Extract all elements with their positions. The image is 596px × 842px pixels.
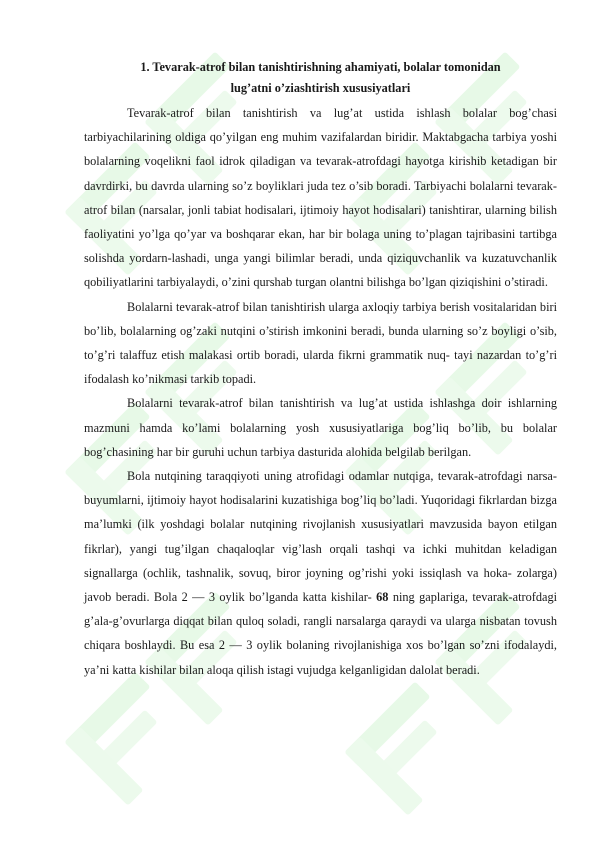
body-text — [84, 101, 557, 682]
paragraph-1: Tevarak-atrof bilan tanishtirish va lug’at ustida ishlash bolalar bog’chasi tarbiyachilarining oldiga qo’yilgan eng muhim vazifalardan biridir. Maktabgacha tarbiya yoshi bolalarning voqelikni faol idrok qiladigan va tevarak-atrofdagi hayotga kirishib ketadigan bir davrdirki, bu davrda ularning so’z boyliklari juda tez o’sib boradi. Tarbiyachi bolalarni tevarak-atrof bilan (narsalar, jonli tabiat hodisalari, ijtimoiy hayot hodisalari) tanishtirar, ularning bilish faoliyatini yo’lga qo’yar va boshqarar ekan, har bir bolaga uning to’plagan tajribasini tartibga solishda yordarn-lashadi, unga yangi bilimlar beradi, unda qiziquvchanlik va kuzatuvchanlik qobiliyatlarini tarbiyalaydi, o’zini qurshab turgan olantni bilishga bo’lgan qiziqishini o’stiradi. — [84, 106, 557, 290]
heading-line-1: 1. Tevarak-atrof bilan tanishtirishning ahamiyati, bolalar tomonidan — [140, 60, 501, 74]
paragraph-4 — [84, 464, 557, 682]
section-heading — [84, 57, 557, 99]
paragraph-3: Bolalarni tevarak-atrof bilan tanishtirish va lug’at ustida ishlashga doir ishlarning mazmuni hamda ko’lami bolalarning yosh xususiyatlariga bog’liq bo’lib, bu bolalar bog’chasining har bir guruhi uchun tarbiya dasturida alohida belgilab berilgan. — [84, 396, 557, 459]
paragraph-2: Bolalarni tevarak-atrof bilan tanishtirish ularga axloqiy tarbiya berish vositalaridan biri bo’lib, bolalarning og’zaki nutqini o’stirish imkonini beradi, bunda ularning so’z boyligi o’sib, to’g’ri talaffuz etish malakasi ortib boradi, ularda fikrni grammatik nuq- tayi nazardan to’g’ri ifodalash ko’nikmasi tarkib topadi. — [84, 299, 557, 387]
page-number-inline: 68 — [376, 590, 389, 605]
paragraph-4-part-1: Bola nutqining taraqqiyoti uning atrofidagi odamlar nutqiga, tevarak-atrofdagi narsa-buyumlarni, ijtimoiy hayot hodisalarini kuzatishiga bog’liq bo’ladi. Yuqoridagi fikrlardan bizga ma’lumki (ilk yoshdagi bolalar nutqining rivojlanish xususiyatlari mavzusida bayon etilgan fikrlar), yangi tug’ilgan chaqaloqlar vig’lash orqali tashqi va ichki muhitdan keladigan signallarga (ochlik, tashnalik, sovuq, biror joyning og’rishi yoki issiqlash va hoka- zolarga) javob beradi. Bola 2 — 3 oylik bo’lganda katta kishilar- — [84, 469, 557, 605]
heading-line-2: lug’atni o’ziashtirish xususiyatlari — [230, 81, 411, 95]
paragraph-4-part-2: ning gaplariga, tevarak-atrofdagi g’ala-g’ovurlarga diqqat bilan quloq soladi, rangli narsalarga qaraydi va ularga nisbatan tovush chiqara boshlaydi. Bu esa 2 — 3 oylik bolaning rivojlanishiga xos bo’lgan so’zni ifodalaydi, ya’ni katta kishilar bilan aloqa qilish istagi vujudga kelganligidan dalolat beradi. — [84, 590, 558, 677]
